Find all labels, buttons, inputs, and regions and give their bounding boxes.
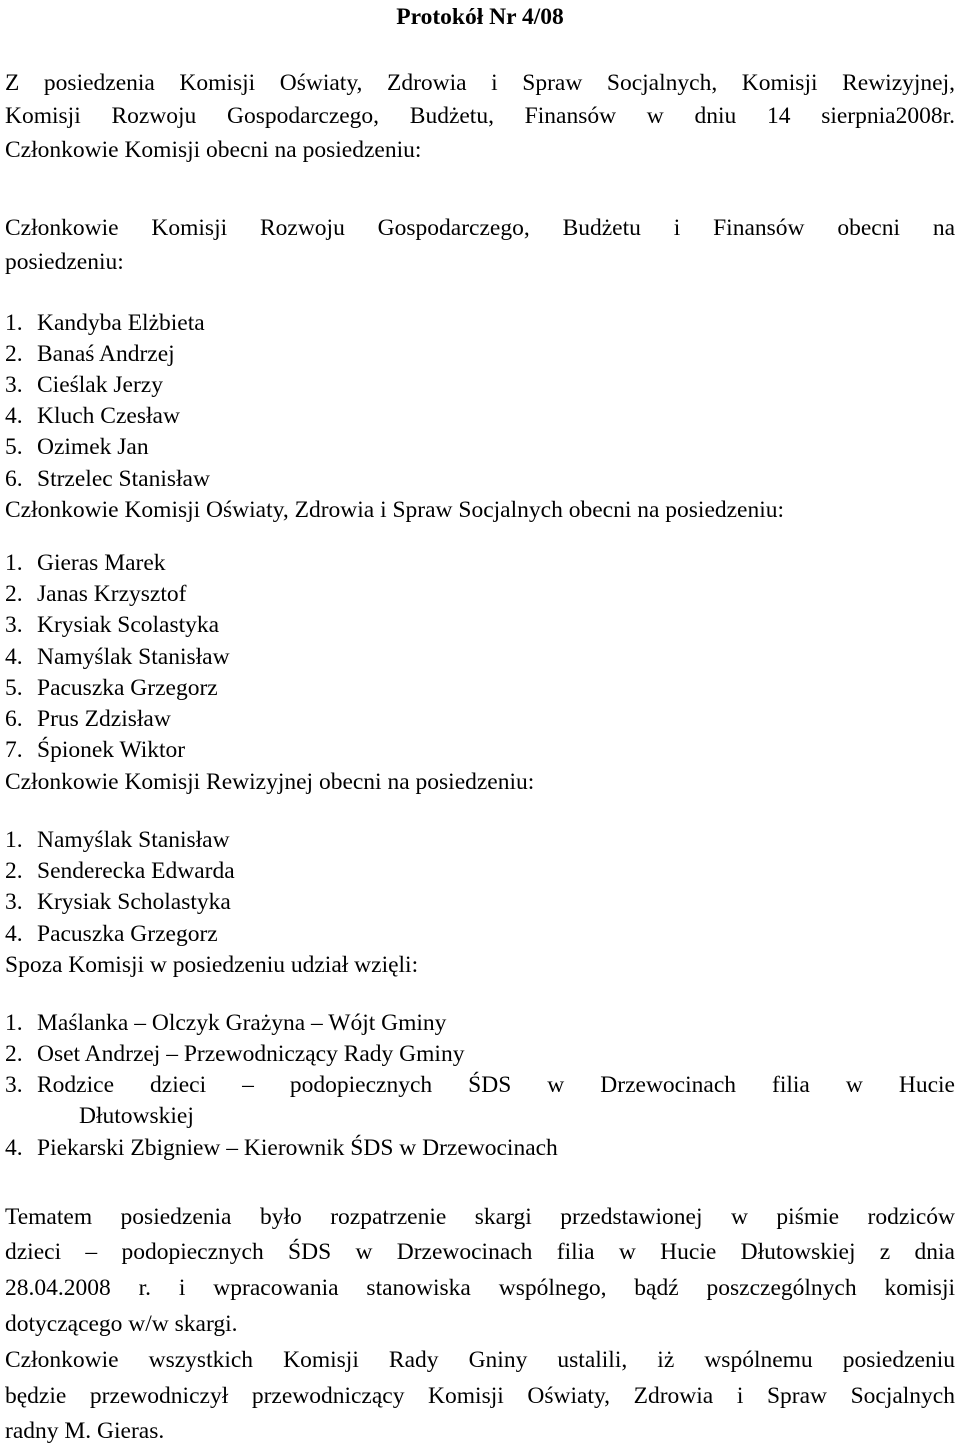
body-paragraph-1-line-3: 28.04.2008 r. i wpracowania stanowiska wspólnego, bądź poszczególnych komisji — [5, 1275, 955, 1301]
list-item: 6. Prus Zdzisław — [5, 706, 171, 732]
spoza-heading: Spoza Komisji w posiedzeniu udział wzięli: — [5, 952, 419, 978]
list-item: 2. Senderecka Edwarda — [5, 858, 235, 884]
list-item: 4. Piekarski Zbigniew – Kierownik ŚDS w Drzewocinach — [5, 1135, 558, 1161]
list-item: 4. Kluch Czesław — [5, 403, 180, 429]
body-paragraph-2-line-3: radny M. Gieras. — [5, 1418, 165, 1444]
intro-line-2: Komisji Rozwoju Gospodarczego, Budżetu, Finansów w dniu 14 sierpnia2008r. — [5, 103, 955, 129]
list-item: 2. Oset Andrzej – Przewodniczący Rady Gminy — [5, 1041, 465, 1067]
list-item: 3. Krysiak Scolastyka — [5, 612, 220, 638]
list-item: 1. Maślanka – Olczyk Grażyna – Wójt Gminy — [5, 1010, 447, 1036]
list-item: 4. Pacuszka Grzegorz — [5, 921, 218, 947]
list-item: 2. Banaś Andrzej — [5, 341, 175, 367]
intro-line-3: Członkowie Komisji obecni na posiedzeniu: — [5, 137, 422, 163]
page-title: Protokół Nr 4/08 — [396, 4, 564, 30]
list-item: 2. Janas Krzysztof — [5, 581, 187, 607]
body-paragraph-2-line-1: Członkowie wszystkich Komisji Rady Gniny ustalili, iż wspólnemu posiedzeniu — [5, 1347, 955, 1373]
list-item: 1. Namyślak Stanisław — [5, 827, 230, 853]
oswiaty-heading: Członkowie Komisji Oświaty, Zdrowia i Spraw Socjalnych obecni na posiedzeniu: — [5, 497, 785, 523]
body-paragraph-1-line-4: dotyczącego w/w skargi. — [5, 1311, 238, 1337]
body-paragraph-2-line-2: będzie przewodniczył przewodniczący Komisji Oświaty, Zdrowia i Spraw Socjalnych — [5, 1383, 955, 1409]
body-paragraph-1-line-2: dzieci – podopiecznych ŚDS w Drzewocinach filia w Hucie Dłutowskiej z dnia — [5, 1239, 955, 1265]
list-item: 4. Namyślak Stanisław — [5, 644, 230, 670]
list-item: 1. Kandyba Elżbieta — [5, 310, 205, 336]
list-item: 7. Śpionek Wiktor — [5, 737, 186, 763]
list-item-continuation: Dłutowskiej — [79, 1103, 194, 1129]
list-item: 3. Cieślak Jerzy — [5, 372, 163, 398]
list-item: 6. Strzelec Stanisław — [5, 466, 210, 492]
list-item: 1. Gieras Marek — [5, 550, 166, 576]
rozwoju-heading-line-1: Członkowie Komisji Rozwoju Gospodarczego, Budżetu i Finansów obecni na — [5, 215, 955, 241]
intro-line-1: Z posiedzenia Komisji Oświaty, Zdrowia i Spraw Socjalnych, Komisji Rewizyjnej, — [5, 70, 955, 96]
list-item: 5. Ozimek Jan — [5, 434, 149, 460]
list-item: 3. Krysiak Scholastyka — [5, 889, 231, 915]
list-item: 5. Pacuszka Grzegorz — [5, 675, 218, 701]
body-paragraph-1-line-1: Tematem posiedzenia było rozpatrzenie skargi przedstawionej w piśmie rodziców — [5, 1204, 955, 1230]
rozwoju-heading-line-2: posiedzeniu: — [5, 249, 124, 275]
list-item: 3. Rodzice dzieci – podopiecznych ŚDS w Drzewocinach filia w Hucie — [5, 1072, 955, 1098]
rewizyjna-heading: Członkowie Komisji Rewizyjnej obecni na posiedzeniu: — [5, 769, 535, 795]
